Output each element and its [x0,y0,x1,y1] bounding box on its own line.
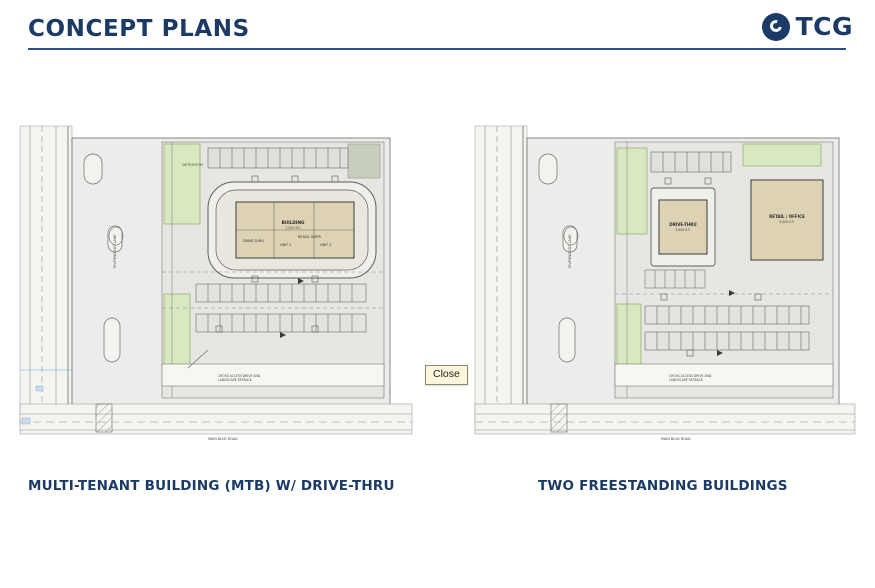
svg-text:MAIN BLVD ROAD: MAIN BLVD ROAD [208,437,238,441]
site-plan-mtb-drawing [12,118,420,456]
title-divider [28,48,846,50]
svg-text:DETENTION: DETENTION [182,163,203,167]
site-plan-two-freestanding-drawing [455,118,863,456]
slide-header [0,0,875,56]
svg-text:RIVERWOODS LANE: RIVERWOODS LANE [113,234,117,268]
logo-text: TCG [795,12,853,41]
site-plan-mtb-drive-thru [12,118,420,456]
svg-text:MAIN BLVD ROAD: MAIN BLVD ROAD [661,437,691,441]
svg-text:5,000 S.F.: 5,000 S.F. [779,220,795,224]
close-button[interactable]: Close [425,365,468,385]
svg-text:CROSS ACCESS DRIVE AND: CROSS ACCESS DRIVE AND [669,374,712,378]
svg-text:RIVERWOODS LANE: RIVERWOODS LANE [568,234,572,268]
svg-text:7,500 S.F.: 7,500 S.F. [285,226,301,230]
svg-text:LANDSCAPE SETBACK: LANDSCAPE SETBACK [218,378,252,382]
svg-text:2,400 S.F.: 2,400 S.F. [675,228,691,232]
site-plan-two-freestanding [455,118,863,456]
svg-text:BUILDING: BUILDING [281,220,305,225]
svg-text:RETAIL / OFFICE: RETAIL / OFFICE [769,214,805,219]
plan-caption-mtb: MULTI-TENANT BUILDING (MTB) W/ DRIVE-THRU [28,478,395,494]
plan-caption-two-freestanding: TWO FREESTANDING BUILDINGS [538,478,788,494]
svg-text:LANDSCAPE SETBACK: LANDSCAPE SETBACK [669,378,703,382]
svg-text:DRIVE-THRU: DRIVE-THRU [243,239,264,243]
svg-text:CROSS ACCESS DRIVE AND: CROSS ACCESS DRIVE AND [218,374,261,378]
svg-text:UNIT 2: UNIT 2 [280,243,292,247]
page-title: CONCEPT PLANS [28,16,250,42]
tcg-circle-logo-icon [762,13,790,41]
svg-text:UNIT 3: UNIT 3 [320,243,332,247]
svg-text:DRIVE-THRU: DRIVE-THRU [669,222,697,227]
brand-logo [762,12,853,41]
svg-text:RETAIL UNITS: RETAIL UNITS [298,235,321,239]
